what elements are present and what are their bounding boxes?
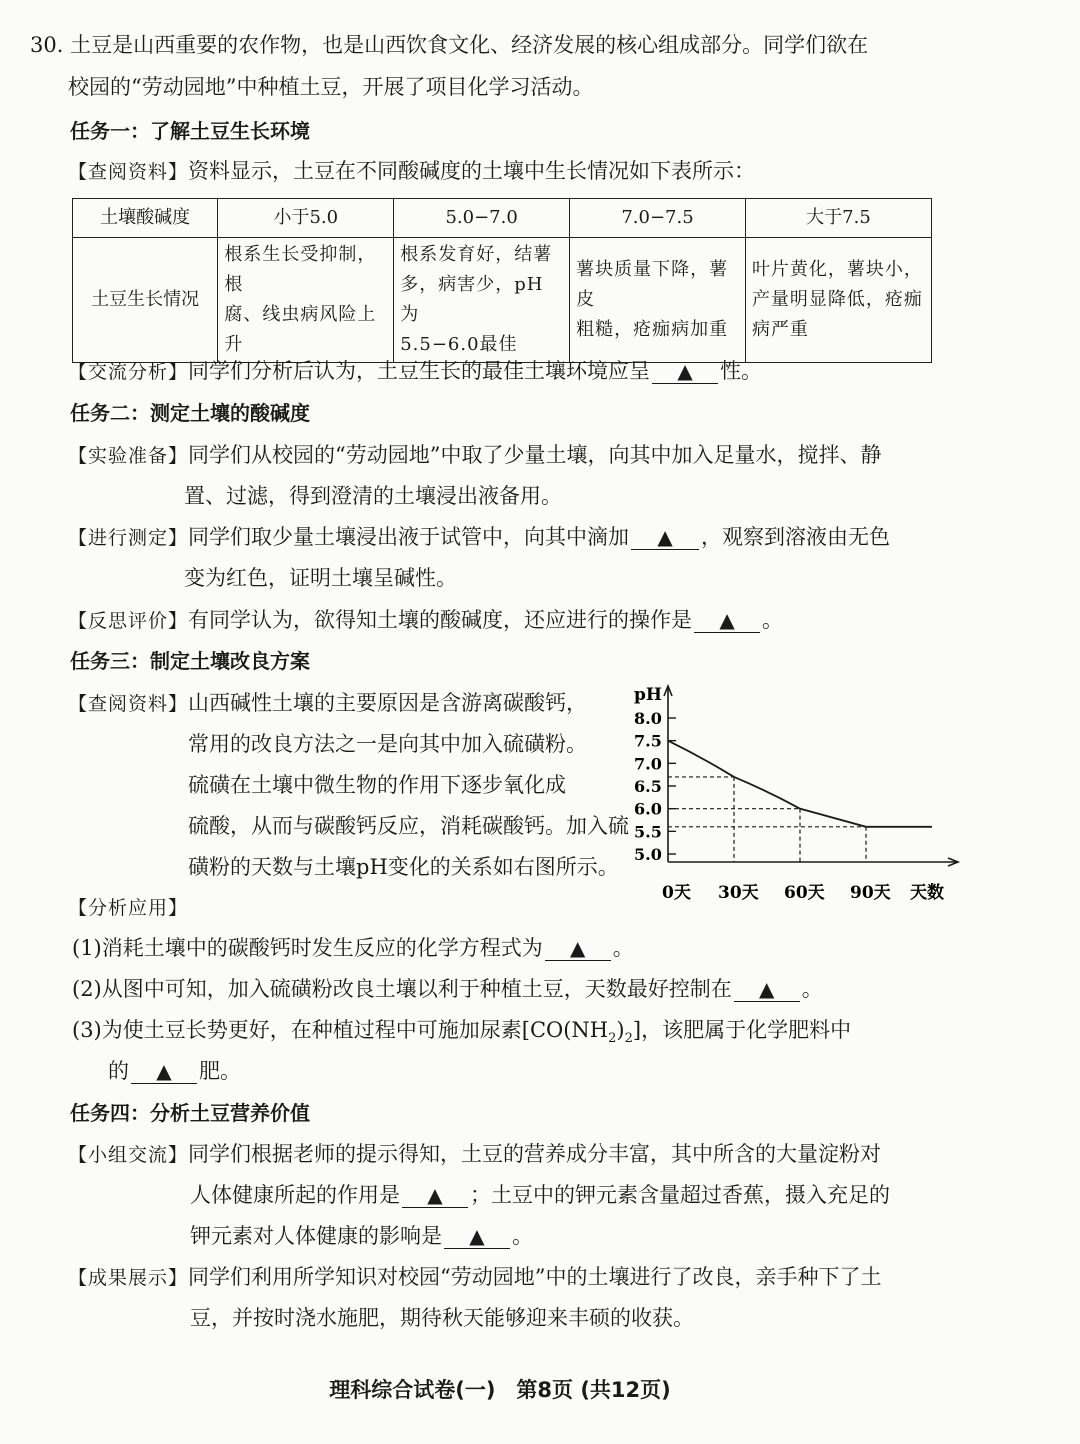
task3-title: 任务三：制定土壤改良方案 bbox=[70, 649, 310, 673]
task4-group-line-1: 【小组交流】同学们根据老师的提示得知，土豆的营养成分丰富，其中所含的大量淀粉对 bbox=[68, 1142, 882, 1166]
task4-result-line-2: 豆，并按时浇水施肥，期待秋天能够迎来丰硕的收获。 bbox=[190, 1306, 694, 1330]
task2-title: 任务二：测定土壤的酸碱度 bbox=[70, 401, 310, 425]
table-header-cell: 大于7.5 bbox=[745, 199, 931, 238]
table-cell: 根系生长受抑制，根 腐、线虫病风险上升 bbox=[218, 238, 394, 363]
task3-question-3-line-2: 的 ▲ 肥。 bbox=[108, 1059, 241, 1083]
task4-result-line-1: 【成果展示】同学们利用所学知识对校园“劳动园地”中的土壤进行了改良，亲手种下了土 bbox=[68, 1265, 882, 1289]
y-tick-label: 7.5 bbox=[634, 731, 662, 751]
task4-group-line-3: 钾元素对人体健康的影响是 ▲ 。 bbox=[190, 1224, 533, 1248]
task2-test-line-2: 变为红色，证明土壤呈碱性。 bbox=[184, 566, 457, 590]
task4-group-line-2: 人体健康所起的作用是 ▲ ；土豆中的钾元素含量超过香蕉，摄入充足的 bbox=[190, 1183, 890, 1207]
task1-reference: 【查阅资料】资料显示，土豆在不同酸碱度的土壤中生长情况如下表所示： bbox=[68, 159, 756, 183]
task2-prep-line-2: 置、过滤，得到澄清的土壤浸出液备用。 bbox=[184, 484, 562, 508]
task2-reflection: 【反思评价】有同学认为，欲得知土壤的酸碱度，还应进行的操作是 ▲ 。 bbox=[68, 608, 784, 632]
table-header-cell: 小于5.0 bbox=[218, 199, 394, 238]
table-header-cell: 7.0−7.5 bbox=[570, 199, 746, 238]
answer-blank[interactable]: ▲ bbox=[545, 936, 611, 961]
question-intro-line-1: 30. 土豆是山西重要的农作物，也是山西饮食文化、经济发展的核心组成部分。同学们欲在 bbox=[30, 33, 869, 57]
x-tick-label: 90天 bbox=[850, 883, 891, 903]
question-number: 30. bbox=[30, 33, 64, 57]
task4-title: 任务四：分析土豆营养价值 bbox=[70, 1101, 310, 1125]
y-tick-label: 5.0 bbox=[634, 845, 662, 864]
table-row-label: 土豆生长情况 bbox=[73, 238, 218, 363]
task3-analysis-tag: 【分析应用】 bbox=[68, 897, 189, 919]
y-tick-label: 6.0 bbox=[634, 799, 662, 819]
task2-test-line-1: 【进行测定】同学们取少量土壤浸出液于试管中，向其中滴加 ▲ ，观察到溶液由无色 bbox=[68, 525, 891, 549]
ph-series-line bbox=[668, 741, 932, 827]
table-cell: 根系发育好，结薯 多，病害少，pH 为 5.5−6.0最佳 bbox=[394, 238, 570, 363]
task2-prep-line-1: 【实验准备】同学们从校园的“劳动园地”中取了少量土壤，向其中加入足量水，搅拌、静 bbox=[68, 443, 882, 467]
task3-ref-line-4: 硫酸，从而与碳酸钙反应，消耗碳酸钙。加入硫 bbox=[188, 814, 629, 838]
soil-ph-table bbox=[72, 198, 932, 363]
ph-vs-days-chart bbox=[628, 676, 968, 912]
y-tick-label: 5.5 bbox=[634, 822, 662, 842]
table-header-cell: 土壤酸碱度 bbox=[73, 199, 218, 238]
answer-blank[interactable]: ▲ bbox=[402, 1183, 468, 1208]
y-tick-label: 7.0 bbox=[634, 754, 662, 774]
table-cell: 薯块质量下降，薯皮 粗糙，疮痂病加重 bbox=[570, 238, 746, 363]
x-tick-label: 0天 bbox=[662, 883, 691, 903]
task3-question-2: (2)从图中可知，加入硫磺粉改良土壤以利于种植土豆，天数最好控制在 ▲ 。 bbox=[72, 977, 823, 1001]
x-tick-label: 60天 bbox=[784, 883, 825, 903]
task3-question-3: (3)为使土豆长势更好，在种植过程中可施加尿素$[CO(NH_2)_2]$，该肥属于化学肥料中 bbox=[72, 1018, 852, 1047]
x-tick-label: 30天 bbox=[718, 883, 759, 903]
task1-title: 任务一：了解土豆生长环境 bbox=[70, 119, 310, 143]
task1-discussion: 【交流分析】同学们分析后认为，土豆生长的最佳土壤环境应呈 ▲ 性。 bbox=[68, 359, 763, 383]
x-axis-label: 天数 bbox=[910, 883, 944, 903]
page-footer: 理科综合试卷(一) 第8页 (共12页) bbox=[329, 1378, 671, 1402]
answer-blank[interactable]: ▲ bbox=[694, 608, 760, 633]
answer-blank[interactable]: ▲ bbox=[652, 359, 718, 384]
answer-blank[interactable]: ▲ bbox=[131, 1059, 197, 1084]
task3-ref-line-3: 硫磺在土壤中微生物的作用下逐步氧化成 bbox=[188, 773, 566, 797]
answer-blank[interactable]: ▲ bbox=[734, 977, 800, 1002]
task3-ref-line-2: 常用的改良方法之一是向其中加入硫磺粉。 bbox=[188, 732, 587, 756]
table-cell: 叶片黄化，薯块小， 产量明显降低，疮痂 病严重 bbox=[745, 238, 931, 363]
y-tick-label: 6.5 bbox=[634, 777, 662, 796]
answer-blank[interactable]: ▲ bbox=[444, 1224, 510, 1249]
table-header-cell: 5.0−7.0 bbox=[394, 199, 570, 238]
task3-ref-line-5: 磺粉的天数与土壤pH变化的关系如右图所示。 bbox=[188, 855, 619, 879]
y-axis-label: pH bbox=[634, 685, 662, 705]
question-intro-line-2: 校园的“劳动园地”中种植土豆，开展了项目化学习活动。 bbox=[68, 75, 594, 99]
answer-blank[interactable]: ▲ bbox=[631, 525, 699, 550]
y-tick-label: 8.0 bbox=[634, 709, 662, 728]
task3-ref-line-1: 【查阅资料】山西碱性土壤的主要原因是含游离碳酸钙， bbox=[68, 691, 588, 715]
task3-question-1: (1)消耗土壤中的碳酸钙时发生反应的化学方程式为 ▲ 。 bbox=[72, 936, 634, 960]
